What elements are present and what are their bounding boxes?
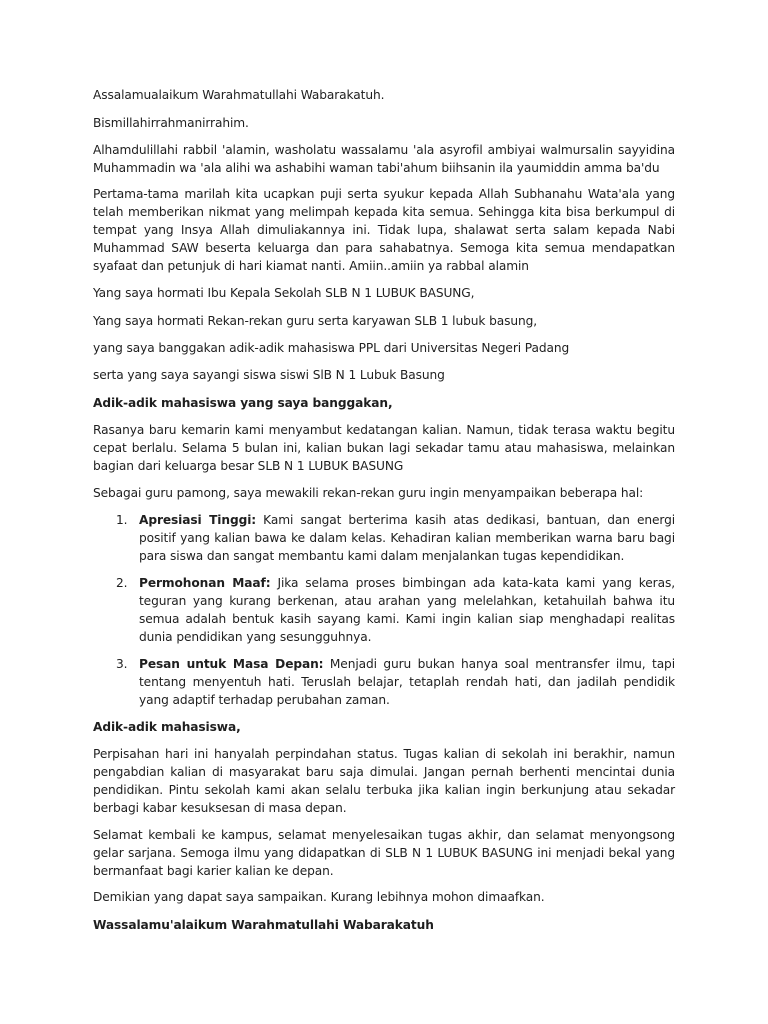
list-item-text: [139, 655, 675, 709]
respect-line-1: Yang saya hormati Ibu Kepala Sekolah SLB N 1 LUBUK BASUNG,: [93, 286, 475, 300]
paragraph-perpisahan: Perpisahan hari ini hanyalah perpindahan status. Tugas kalian di sekolah ini berakhir, namun pengabdian kalian di masyarakat baru saja dimulai. Jangan pernah berhenti mencintai dunia pendidikan. Pintu sekolah kami akan selalu terbuka jika kalian ingin berkunjung atau sekadar berbagi kabar kesuksesan di masa depan.: [93, 747, 675, 815]
respect-line-4: serta yang saya sayangi siswa siswi SlB N 1 Lubuk Basung: [93, 368, 445, 382]
paragraph-selamat: Selamat kembali ke kampus, selamat menyelesaikan tugas akhir, dan selamat menyongsong gelar sarjana. Semoga ilmu yang didapatkan di SLB N 1 LUBUK BASUNG ini menjadi bekal yang bermanfaat bagi karier kalian ke depan.: [93, 828, 675, 878]
list-item-lead: Permohonan Maaf:: [139, 576, 271, 590]
basmalah: Bismillahirrahmanirrahim.: [93, 116, 249, 130]
list-item-lead: Apresiasi Tinggi:: [139, 513, 257, 527]
paragraph-rasanya: Rasanya baru kemarin kami menyambut kedatangan kalian. Namun, tidak terasa waktu begitu cepat berlalu. Selama 5 bulan ini, kalian bukan lagi sekadar tamu atau mahasiswa, melainkan bagian dari keluarga besar SLB N 1 LUBUK BASUNG: [93, 423, 675, 473]
list-number: 3.: [116, 657, 128, 671]
opening-paragraph: Pertama-tama marilah kita ucapkan puji serta syukur kepada Allah Subhanahu Wata'ala yang telah memberikan nikmat yang melimpah kepada kita semua. Sehingga kita bisa berkumpul di tempat yang Insya Allah dimuliakannya ini. Tidak lupa, shalawat serta salam kepada Nabi Muhammad SAW beserta keluarga dan para sahabatnya. Semoga kita semua mendapatkan syafaat dan petunjuk di hari kiamat nanti. Amiin..amiin ya rabbal alamin: [93, 187, 675, 273]
list-number: 1.: [116, 513, 128, 527]
list-item-body: Jika selama proses bimbingan ada kata-kata kami yang keras, teguran yang kurang berkenan, atau arahan yang melelahkan, ketahuilah bahwa itu semua adalah bentuk kasih sayang kami. Kami ingin kalian siap menghadapi realitas dunia pendidikan yang sesungguhnya.: [139, 576, 675, 644]
farewell: Wassalamu'alaikum Warahmatullahi Wabarakatuh: [93, 918, 434, 932]
closing-paragraph: Demikian yang dapat saya sampaikan. Kurang lebihnya mohon dimaafkan.: [93, 890, 545, 904]
respect-line-3: yang saya banggakan adik-adik mahasiswa PPL dari Universitas Negeri Padang: [93, 341, 570, 355]
respect-line-2: Yang saya hormati Rekan-rekan guru serta karyawan SLB 1 lubuk basung,: [93, 314, 537, 328]
heading-mahasiswa: Adik-adik mahasiswa,: [93, 720, 241, 734]
list-item-text: [139, 574, 675, 646]
list-item-body: Menjadi guru bukan hanya soal mentransfer ilmu, tapi tentang menyentuh hati. Teruslah belajar, tetaplah rendah hati, dan jadilah pendidik yang adaptif terhadap perubahan zaman.: [139, 657, 675, 707]
heading-mahasiswa-banggakan: Adik-adik mahasiswa yang saya banggakan,: [93, 396, 393, 410]
list-number: 2.: [116, 576, 128, 590]
list-item-text: [139, 511, 675, 565]
list-item-lead: Pesan untuk Masa Depan:: [139, 657, 324, 671]
hamdalah-paragraph: Alhamdulillahi rabbil 'alamin, washolatu wassalamu 'ala asyrofil ambiyai walmursalin sayyidina Muhammadin wa 'ala alihi wa ashabihi waman tabi'ahum biihsanin ila yaumiddin amma ba'du: [93, 143, 675, 175]
list-item-body: Kami sangat berterima kasih atas dedikasi, bantuan, dan energi positif yang kalian bawa ke dalam kelas. Kehadiran kalian memberikan warna baru bagi para siswa dan sangat membantu kami dalam menjalankan tugas kependidikan.: [139, 513, 675, 563]
paragraph-sebagai-guru: Sebagai guru pamong, saya mewakili rekan-rekan guru ingin menyampaikan beberapa hal:: [93, 486, 644, 500]
greeting: Assalamualaikum Warahmatullahi Wabarakatuh.: [93, 88, 385, 102]
